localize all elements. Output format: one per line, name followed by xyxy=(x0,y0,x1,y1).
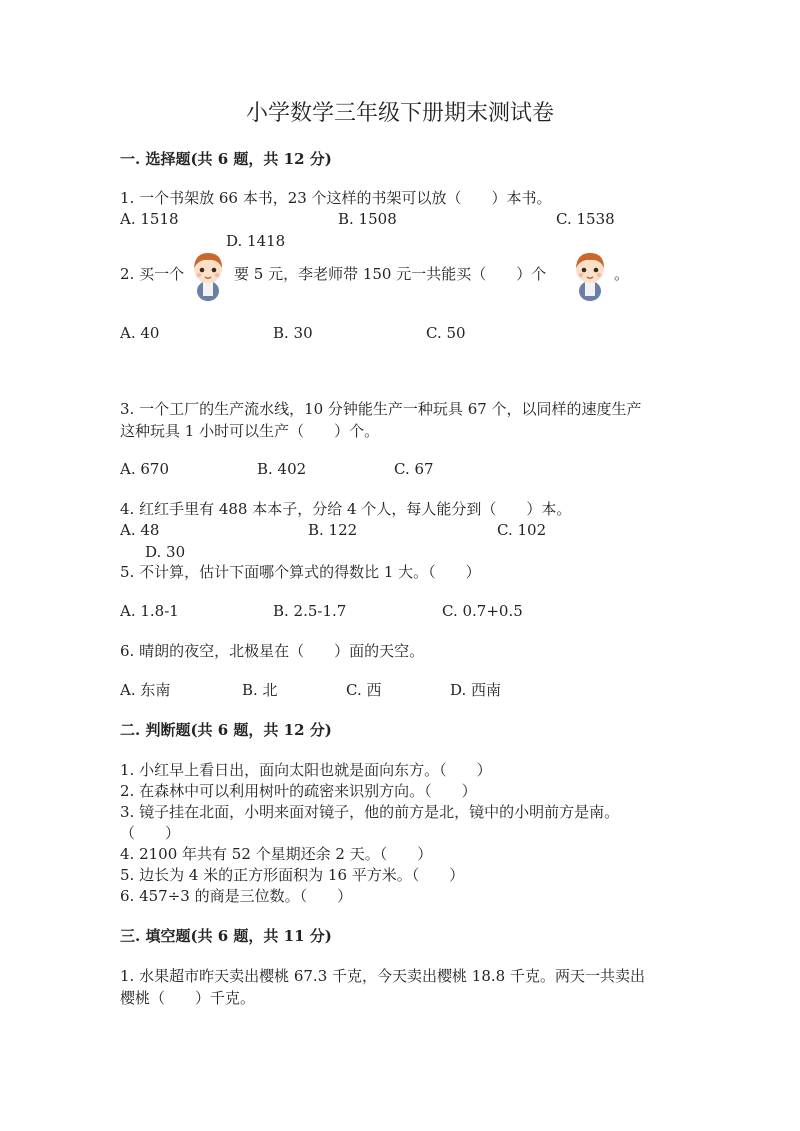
q1-option-d: D. 1418 xyxy=(226,232,286,250)
q3-option-b: B. 402 xyxy=(257,460,307,478)
q6-option-d: D. 西南 xyxy=(450,681,502,699)
question-2-text-end: 。 xyxy=(614,265,630,283)
q5-option-c: C. 0.7+0.5 xyxy=(442,602,523,620)
q4-option-a: A. 48 xyxy=(120,521,160,539)
q5-option-a: A. 1.8-1 xyxy=(120,602,179,620)
q1-option-b: B. 1508 xyxy=(338,210,397,228)
fill-blank-line-1: 1. 水果超市昨天卖出樱桃 67.3 千克，今天卖出樱桃 18.8 千克。两天一共卖出 xyxy=(120,967,645,985)
question-1-text: 1. 一个书架放 66 本书，23 个这样的书架可以放（ ）本书。 xyxy=(120,189,552,207)
section-heading-judgment: 二. 判断题(共 6 题，共 12 分) xyxy=(120,721,332,739)
q4-option-c: C. 102 xyxy=(497,521,547,539)
q1-option-c: C. 1538 xyxy=(556,210,615,228)
question-3-line-1: 3. 一个工厂的生产流水线，10 分钟能生产一种玩具 67 个，以同样的速度生产 xyxy=(120,400,642,418)
question-2-text-middle: 要 5 元，李老师带 150 元一共能买（ ）个 xyxy=(234,265,547,283)
question-5-text: 5. 不计算，估计下面哪个算式的得数比 1 大。（ ） xyxy=(120,563,481,581)
judgment-line-3: 3. 镜子挂在北面，小明来面对镜子，他的前方是北，镜中的小明前方是南。 xyxy=(120,803,620,821)
section-heading-choice: 一. 选择题(共 6 题，共 12 分) xyxy=(120,150,332,168)
question-4-text: 4. 红红手里有 488 本本子，分给 4 个人，每人能分到（ ）本。 xyxy=(120,500,572,518)
q4-option-d: D. 30 xyxy=(145,543,186,561)
question-2-text-start: 2. 买一个 xyxy=(120,265,185,283)
boy-doll-icon xyxy=(568,248,612,302)
judgment-line-4: 4. 2100 年共有 52 个星期还余 2 天。（ ） xyxy=(120,845,433,863)
page-title: 小学数学三年级下册期末测试卷 xyxy=(245,101,554,126)
boy-doll-icon xyxy=(186,248,230,302)
judgment-line-2: 2. 在森林中可以利用树叶的疏密来识别方向。（ ） xyxy=(120,782,477,800)
q6-option-c: C. 西 xyxy=(346,681,382,699)
q1-option-a: A. 1518 xyxy=(120,210,179,228)
q6-option-a: A. 东南 xyxy=(120,681,171,699)
question-3-line-2: 这种玩具 1 小时可以生产（ ）个。 xyxy=(120,422,380,440)
judgment-line-5: 5. 边长为 4 米的正方形面积为 16 平方米。（ ） xyxy=(120,866,465,884)
q6-option-b: B. 北 xyxy=(242,681,278,699)
q2-option-a: A. 40 xyxy=(120,324,160,342)
q3-option-a: A. 670 xyxy=(120,460,169,478)
judgment-line-6: 6. 457÷3 的商是三位数。（ ） xyxy=(120,887,353,905)
section-heading-fill-blank: 三. 填空题(共 6 题，共 11 分) xyxy=(120,927,332,945)
fill-blank-line-2: 樱桃（ ）千克。 xyxy=(120,989,256,1007)
q2-option-b: B. 30 xyxy=(273,324,313,342)
q4-option-b: B. 122 xyxy=(308,521,358,539)
q3-option-c: C. 67 xyxy=(394,460,434,478)
q2-option-c: C. 50 xyxy=(426,324,466,342)
question-6-text: 6. 晴朗的夜空，北极星在（ ）面的天空。 xyxy=(120,642,425,660)
judgment-line-1: 1. 小红早上看日出，面向太阳也就是面向东方。（ ） xyxy=(120,761,492,779)
q5-option-b: B. 2.5-1.7 xyxy=(273,602,347,620)
judgment-line-3-blank: （ ） xyxy=(120,824,181,842)
